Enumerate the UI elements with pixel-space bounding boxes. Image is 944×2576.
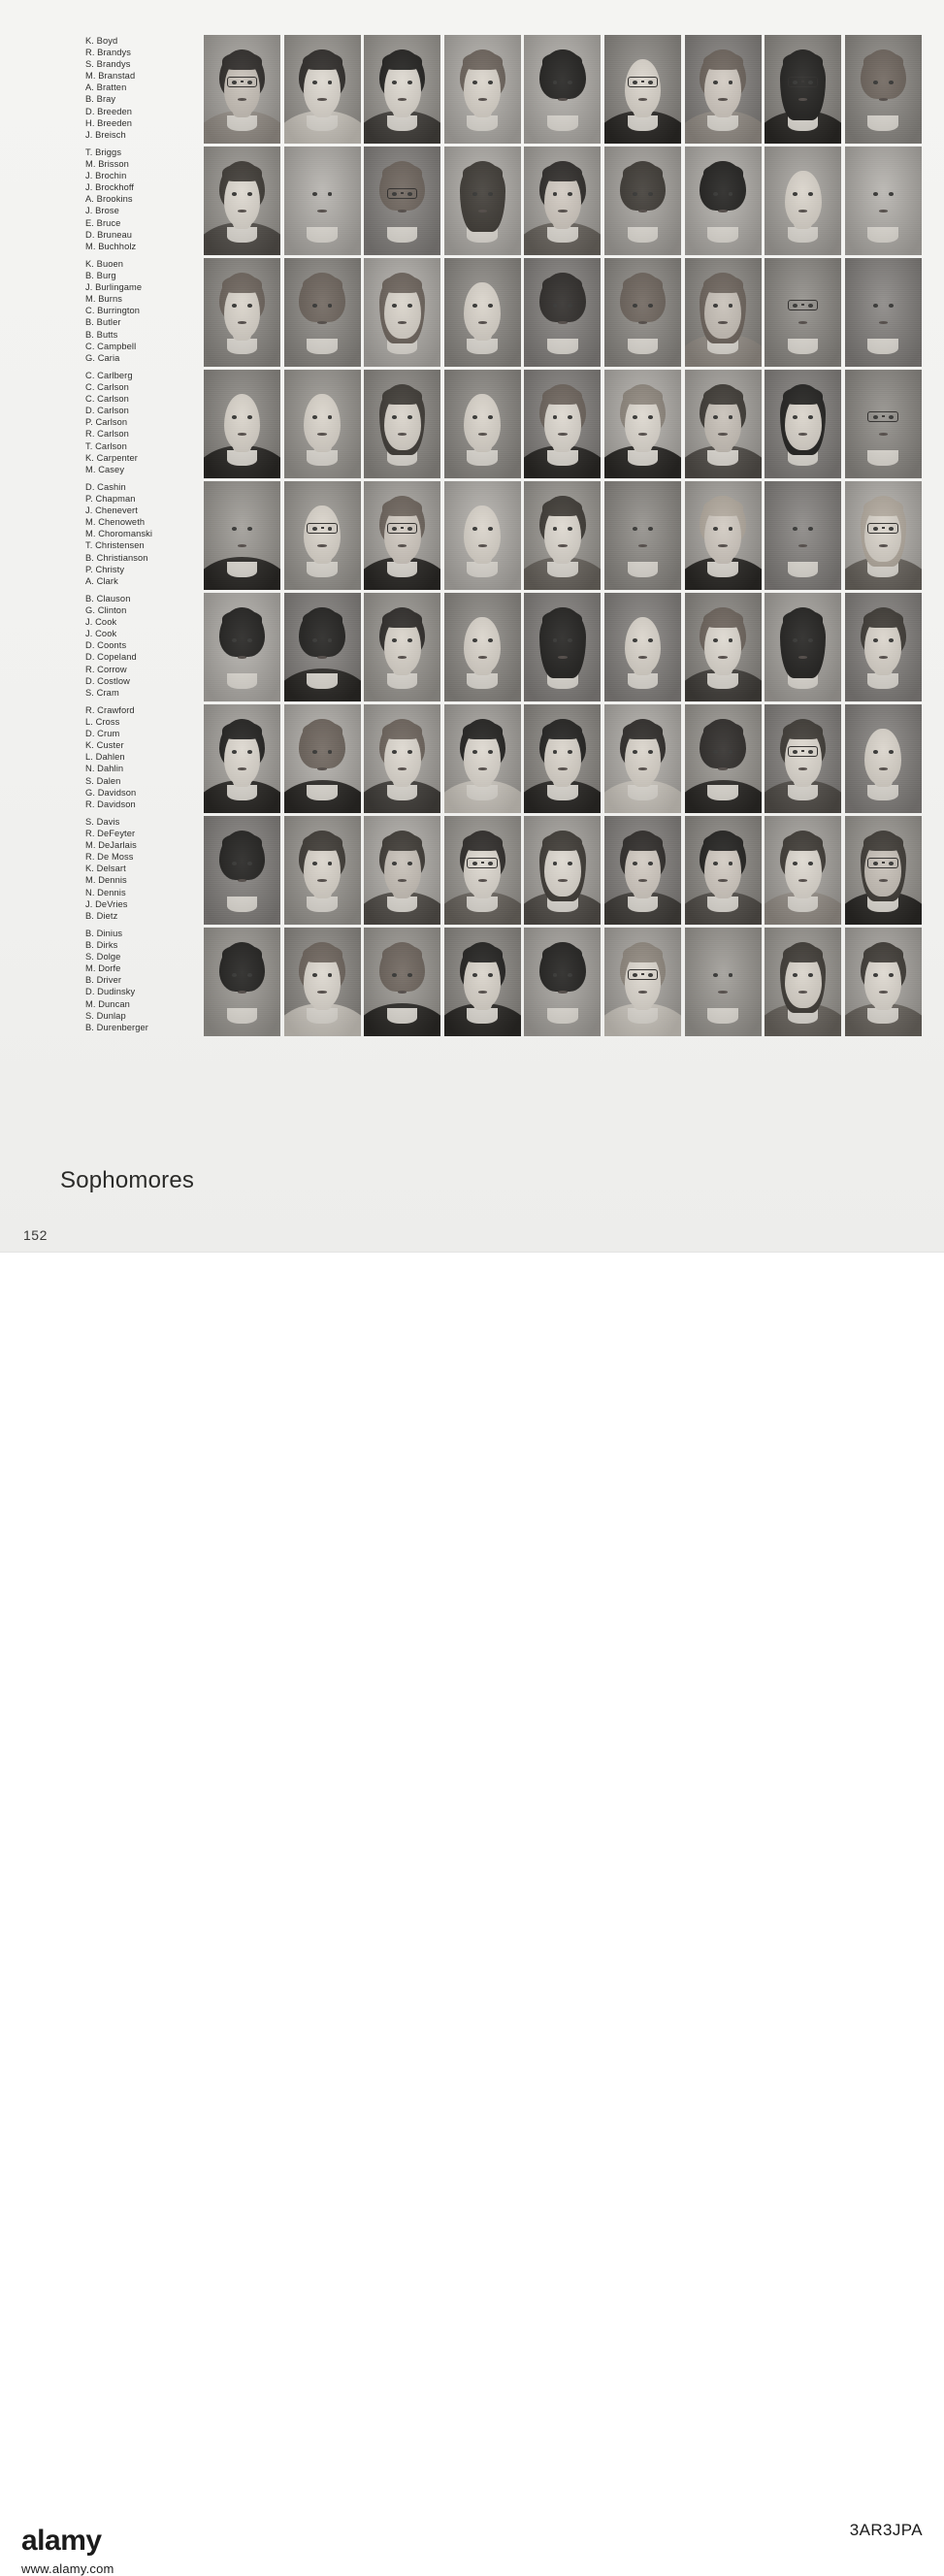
student-name: R. Crawford (85, 705, 135, 715)
student-name: M. Choromanski (85, 529, 153, 539)
student-portrait (364, 481, 440, 590)
student-name: K. Boyd (85, 36, 118, 46)
name-group (85, 370, 200, 481)
student-portrait (204, 928, 280, 1036)
student-name: A. Clark (85, 575, 118, 586)
portrait-grid (204, 35, 922, 1039)
student-portrait (284, 928, 361, 1036)
portrait-image (524, 593, 601, 701)
portrait-image (845, 147, 922, 255)
portrait-image (444, 35, 521, 144)
portrait-image (204, 704, 280, 813)
student-name: J. Burlingame (85, 282, 143, 293)
student-name: C. Carlberg (85, 371, 133, 380)
portrait-image (444, 258, 521, 367)
student-portrait (845, 704, 922, 813)
student-name: B. Dinius (85, 929, 123, 938)
portrait-image (524, 370, 601, 478)
student-portrait (765, 816, 841, 925)
student-name: A. Bratten (85, 82, 127, 93)
student-portrait (204, 147, 280, 255)
student-portrait (845, 258, 922, 367)
portrait-image (444, 816, 521, 925)
student-portrait (284, 35, 361, 144)
portrait-row (204, 593, 922, 701)
student-portrait (364, 370, 440, 478)
portrait-image (524, 258, 601, 367)
student-portrait (444, 370, 521, 478)
portrait-image (364, 35, 440, 144)
student-name: M. Brisson (85, 159, 129, 170)
portrait-image (284, 928, 361, 1036)
student-name: D. Copeland (85, 652, 137, 663)
student-name: N. Dennis (85, 887, 126, 897)
student-portrait (604, 481, 681, 590)
portrait-image (524, 147, 601, 255)
student-name: M. Burns (85, 294, 122, 305)
name-group (85, 593, 200, 704)
portrait-image (604, 35, 681, 144)
student-name: R. Davidson (85, 799, 136, 809)
student-name: J. Brockhoff (85, 182, 135, 193)
student-name: D. Coonts (85, 640, 127, 651)
student-name: G. Clinton (85, 605, 127, 616)
student-name: P. Chapman (85, 494, 136, 505)
student-name: C. Carlson (85, 382, 129, 393)
portrait-image (284, 816, 361, 925)
student-portrait (765, 370, 841, 478)
name-group (85, 816, 200, 928)
student-name: M. Dennis (85, 875, 127, 886)
portrait-image (444, 928, 521, 1036)
student-name: D. Breeden (85, 106, 133, 116)
student-name: M. Dorfe (85, 963, 121, 974)
student-portrait (284, 481, 361, 590)
student-name: B. Clauson (85, 594, 131, 603)
portrait-image (604, 816, 681, 925)
portrait-image (845, 816, 922, 925)
student-name: P. Christy (85, 564, 125, 574)
portrait-image (204, 370, 280, 478)
portrait-image (444, 370, 521, 478)
portrait-image (204, 816, 280, 925)
page-title: Sophomores (60, 1167, 195, 1193)
portrait-image (364, 258, 440, 367)
yearbook-page (0, 0, 944, 1252)
student-portrait (364, 928, 440, 1036)
student-portrait (765, 481, 841, 590)
student-name: M. DeJarlais (85, 840, 137, 851)
student-portrait (524, 258, 601, 367)
portrait-image (685, 35, 762, 144)
student-name: B. Butler (85, 317, 121, 328)
portrait-image (284, 147, 361, 255)
student-name: G. Davidson (85, 787, 137, 798)
name-group (85, 147, 200, 258)
student-name: K. Delsart (85, 864, 126, 874)
portrait-image (845, 370, 922, 478)
student-name: B. Bray (85, 94, 116, 105)
student-name: K. Buoen (85, 259, 124, 269)
student-name: J. Cook (85, 617, 117, 628)
student-portrait (685, 147, 762, 255)
portrait-image (765, 35, 841, 144)
student-name: R. Carlson (85, 429, 129, 440)
student-portrait (685, 35, 762, 144)
student-name: P. Carlson (85, 417, 128, 428)
student-portrait (845, 481, 922, 590)
student-portrait (685, 370, 762, 478)
portrait-image (685, 704, 762, 813)
student-portrait (364, 593, 440, 701)
student-name: B. Christianson (85, 552, 148, 563)
student-name: M. Chenoweth (85, 517, 146, 528)
portrait-image (845, 35, 922, 144)
student-portrait (364, 816, 440, 925)
student-portrait (444, 928, 521, 1036)
student-name: E. Bruce (85, 217, 121, 228)
student-portrait (524, 35, 601, 144)
name-list-column (85, 35, 200, 1039)
student-portrait (685, 816, 762, 925)
name-group (85, 928, 200, 1039)
student-portrait (204, 258, 280, 367)
portrait-image (204, 258, 280, 367)
portrait-image (765, 258, 841, 367)
portrait-image (685, 481, 762, 590)
student-portrait (604, 35, 681, 144)
student-name: B. Durenberger (85, 1022, 148, 1032)
portrait-image (604, 370, 681, 478)
student-portrait (204, 35, 280, 144)
student-portrait (765, 258, 841, 367)
portrait-image (364, 147, 440, 255)
portrait-image (845, 593, 922, 701)
portrait-image (204, 35, 280, 144)
student-name: R. Corrow (85, 664, 127, 674)
portrait-image (284, 704, 361, 813)
student-name: R. De Moss (85, 852, 134, 863)
student-name: T. Christensen (85, 540, 145, 551)
portrait-image (845, 258, 922, 367)
portrait-image (685, 593, 762, 701)
portrait-row (204, 258, 922, 367)
student-portrait (685, 704, 762, 813)
student-name: J. Cook (85, 629, 117, 639)
student-portrait (604, 147, 681, 255)
student-name: M. Branstad (85, 71, 136, 82)
student-portrait (524, 481, 601, 590)
student-portrait (524, 816, 601, 925)
student-name: J. Brose (85, 206, 119, 216)
student-name: D. Costlow (85, 675, 130, 686)
student-name: S. Dunlap (85, 1010, 126, 1021)
student-name: D. Dudinsky (85, 987, 136, 997)
portrait-image (604, 258, 681, 367)
student-name: J. Brochin (85, 171, 127, 181)
student-portrait (204, 704, 280, 813)
student-portrait (524, 370, 601, 478)
portrait-image (765, 928, 841, 1036)
portrait-image (364, 370, 440, 478)
student-name: S. Cram (85, 687, 119, 698)
student-name: C. Carlson (85, 394, 129, 405)
student-portrait (604, 704, 681, 813)
student-portrait (284, 258, 361, 367)
alamy-image-id: 3AR3JPA (849, 2521, 923, 2539)
student-name: M. Casey (85, 464, 125, 474)
student-name: R. DeFeyter (85, 829, 136, 839)
student-portrait (204, 816, 280, 925)
portrait-row (204, 147, 922, 255)
portrait-image (364, 928, 440, 1036)
portrait-image (765, 704, 841, 813)
student-portrait (284, 704, 361, 813)
portrait-image (204, 147, 280, 255)
student-name: G. Caria (85, 352, 120, 363)
student-name: C. Burrington (85, 306, 141, 316)
student-name: S. Dalen (85, 775, 121, 786)
portrait-image (284, 35, 361, 144)
student-portrait (765, 704, 841, 813)
student-portrait (685, 481, 762, 590)
student-portrait (444, 147, 521, 255)
portrait-image (444, 593, 521, 701)
portrait-image (204, 593, 280, 701)
student-portrait (364, 35, 440, 144)
portrait-row (204, 35, 922, 144)
student-name: S. Dolge (85, 952, 121, 962)
student-name: S. Brandys (85, 59, 131, 70)
portrait-image (444, 147, 521, 255)
student-name: J. Breisch (85, 129, 126, 140)
student-portrait (444, 704, 521, 813)
student-name: T. Carlson (85, 440, 127, 451)
portrait-image (765, 147, 841, 255)
name-group (85, 481, 200, 593)
student-portrait (604, 370, 681, 478)
student-name: B. Burg (85, 271, 116, 281)
portrait-image (685, 147, 762, 255)
student-name: A. Brookins (85, 194, 133, 205)
portrait-image (524, 35, 601, 144)
portrait-image (364, 593, 440, 701)
student-name: D. Crum (85, 729, 120, 739)
portrait-image (364, 481, 440, 590)
student-name: D. Carlson (85, 406, 129, 416)
student-portrait (524, 704, 601, 813)
portrait-image (364, 704, 440, 813)
portrait-image (604, 147, 681, 255)
portrait-image (765, 370, 841, 478)
student-name: M. Duncan (85, 998, 130, 1009)
portrait-image (364, 816, 440, 925)
student-portrait (284, 147, 361, 255)
student-name: L. Dahlen (85, 752, 125, 763)
student-portrait (845, 593, 922, 701)
student-portrait (364, 704, 440, 813)
portrait-image (604, 481, 681, 590)
student-portrait (284, 816, 361, 925)
student-name: K. Carpenter (85, 452, 138, 463)
portrait-image (284, 370, 361, 478)
portrait-image (284, 258, 361, 367)
student-portrait (204, 593, 280, 701)
portrait-image (685, 370, 762, 478)
student-portrait (604, 258, 681, 367)
portrait-image (845, 481, 922, 590)
student-portrait (765, 147, 841, 255)
portrait-image (604, 704, 681, 813)
student-portrait (284, 593, 361, 701)
portrait-image (524, 928, 601, 1036)
portrait-image (604, 593, 681, 701)
student-name: N. Dahlin (85, 764, 124, 774)
portrait-row (204, 928, 922, 1036)
student-portrait (524, 928, 601, 1036)
student-name: J. DeVries (85, 898, 128, 909)
portrait-image (524, 816, 601, 925)
alamy-logo: alamy (21, 2525, 102, 2557)
student-portrait (444, 481, 521, 590)
portrait-image (524, 704, 601, 813)
portrait-image (845, 704, 922, 813)
student-portrait (364, 147, 440, 255)
student-portrait (685, 258, 762, 367)
portrait-image (204, 928, 280, 1036)
student-name: L. Cross (85, 717, 120, 728)
student-portrait (845, 147, 922, 255)
student-name: R. Brandys (85, 48, 131, 58)
student-name: B. Dirks (85, 940, 118, 951)
student-name: K. Custer (85, 740, 124, 751)
portrait-image (845, 928, 922, 1036)
portrait-image (204, 481, 280, 590)
alamy-url: www.alamy.com (21, 2561, 114, 2576)
student-name: H. Breeden (85, 117, 133, 128)
student-name: B. Dietz (85, 910, 118, 921)
student-portrait (204, 481, 280, 590)
portrait-image (524, 481, 601, 590)
portrait-row (204, 481, 922, 590)
student-portrait (765, 593, 841, 701)
student-portrait (604, 593, 681, 701)
student-portrait (364, 258, 440, 367)
student-name: J. Chenevert (85, 505, 138, 516)
name-group (85, 704, 200, 816)
portrait-image (765, 816, 841, 925)
student-portrait (845, 816, 922, 925)
student-name: D. Cashin (85, 482, 126, 492)
portrait-image (284, 593, 361, 701)
student-name: B. Driver (85, 975, 122, 986)
portrait-image (604, 928, 681, 1036)
student-name: B. Butts (85, 329, 118, 340)
student-portrait (444, 593, 521, 701)
portrait-row (204, 704, 922, 813)
student-portrait (524, 147, 601, 255)
student-portrait (524, 593, 601, 701)
student-portrait (204, 370, 280, 478)
student-name: S. Davis (85, 817, 120, 827)
student-portrait (765, 928, 841, 1036)
student-portrait (284, 370, 361, 478)
student-name: C. Campbell (85, 341, 137, 351)
portrait-image (685, 928, 762, 1036)
student-name: T. Briggs (85, 147, 122, 157)
student-portrait (765, 35, 841, 144)
stock-watermark-bar (0, 1252, 944, 2576)
name-group (85, 35, 200, 147)
portrait-row (204, 370, 922, 478)
student-portrait (845, 370, 922, 478)
student-name: D. Bruneau (85, 229, 133, 240)
portrait-image (765, 481, 841, 590)
student-portrait (685, 593, 762, 701)
student-portrait (444, 35, 521, 144)
student-name: M. Buchholz (85, 241, 137, 251)
student-portrait (604, 816, 681, 925)
student-portrait (604, 928, 681, 1036)
portrait-image (685, 816, 762, 925)
student-portrait (685, 928, 762, 1036)
portrait-image (444, 481, 521, 590)
name-group (85, 258, 200, 370)
portrait-image (444, 704, 521, 813)
student-portrait (845, 35, 922, 144)
portrait-row (204, 816, 922, 925)
student-portrait (444, 816, 521, 925)
page-number: 152 (23, 1227, 48, 1243)
student-portrait (444, 258, 521, 367)
portrait-image (284, 481, 361, 590)
portrait-image (765, 593, 841, 701)
portrait-image (685, 258, 762, 367)
student-portrait (845, 928, 922, 1036)
